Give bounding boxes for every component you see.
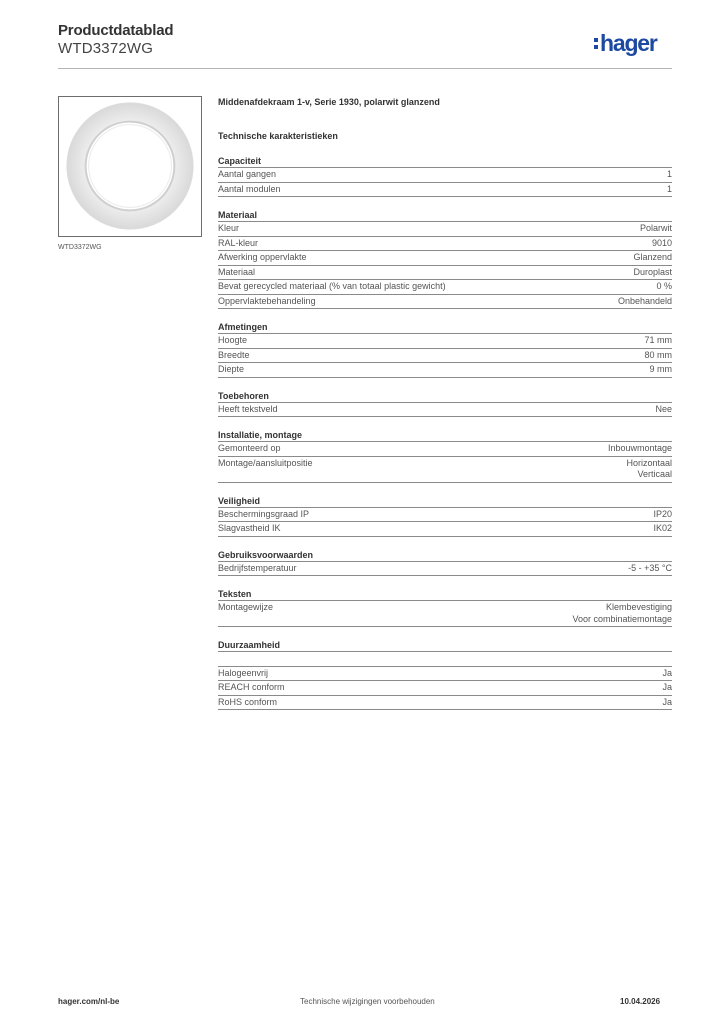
- spec-section: [218, 494, 672, 537]
- spec-value: 9010: [651, 237, 672, 248]
- spec-label: Diepte: [218, 364, 245, 374]
- spec-label: Breedte: [218, 349, 250, 360]
- section-title: Afmetingen: [218, 320, 672, 334]
- spec-values: [662, 682, 672, 694]
- spec-label: Afwerking oppervlakte: [218, 252, 307, 262]
- spec-value: 1: [666, 169, 672, 179]
- spec-value: 0 %: [656, 281, 672, 291]
- spec-value: Polarwit: [639, 223, 672, 233]
- spec-values: [644, 350, 672, 362]
- section-title: Duurzaamheid: [218, 638, 672, 652]
- spec-value: 71 mm: [644, 335, 672, 345]
- spec-row: [218, 280, 672, 295]
- spec-section: [218, 428, 672, 483]
- section-title: Teksten: [218, 587, 672, 601]
- hager-logo: [594, 30, 657, 56]
- spec-values: [662, 697, 672, 709]
- spec-values: [656, 281, 672, 293]
- spec-value: Inbouwmontage: [607, 443, 672, 453]
- spec-label: Oppervlaktebehandeling: [218, 295, 316, 306]
- spec-label: Gemonteerd op: [218, 443, 281, 453]
- spec-values: [633, 267, 672, 279]
- product-image: [58, 96, 202, 237]
- spec-values: [628, 563, 672, 575]
- spec-values: [655, 404, 672, 416]
- spec-row: [218, 349, 672, 364]
- spec-label: RAL-kleur: [218, 237, 259, 248]
- section-title: Toebehoren: [218, 389, 672, 403]
- spec-label: Bedrijfstemperatuur: [218, 562, 297, 573]
- spec-value: IK02: [653, 523, 672, 533]
- spec-values: [653, 523, 672, 535]
- spec-section: [218, 638, 672, 710]
- spec-section: [218, 587, 672, 627]
- product-code: WTD3372WG: [58, 40, 154, 57]
- spec-row: [218, 266, 672, 281]
- spec-row: [218, 168, 672, 183]
- spec-section: [218, 548, 672, 577]
- spec-section: [218, 154, 672, 197]
- technical-characteristics-title: Technische karakteristieken: [218, 131, 338, 141]
- logo-text: hager: [600, 29, 657, 56]
- footer-website: hager.com/nl-be: [58, 997, 120, 1006]
- section-title: Gebruiksvoorwaarden: [218, 548, 672, 562]
- spec-values: [667, 169, 672, 181]
- spec-values: [650, 364, 673, 376]
- spec-label: Hoogte: [218, 335, 248, 345]
- header-divider: [58, 68, 672, 69]
- spec-values: [572, 602, 672, 625]
- spec-label: Montagewijze: [218, 602, 274, 612]
- spec-value: Voor combinatiemontage: [572, 613, 672, 624]
- spec-label: Montage/aansluitpositie: [218, 457, 313, 468]
- product-description: Middenafdekraam 1-v, Serie 1930, polarwit glanzend: [218, 97, 440, 107]
- section-title: Capaciteit: [218, 154, 672, 168]
- spec-values: [644, 335, 672, 347]
- spec-value: 1: [666, 183, 672, 194]
- section-title: Installatie, montage: [218, 428, 672, 442]
- spec-section: [218, 208, 672, 309]
- spec-section: [218, 389, 672, 418]
- spec-row: [218, 183, 672, 198]
- spec-row: [218, 508, 672, 523]
- section-title: Veiligheid: [218, 494, 672, 508]
- frame-ring-image: [59, 97, 201, 236]
- spec-value: Klembevestiging: [605, 602, 672, 612]
- spec-value: Horizontaal: [626, 457, 672, 468]
- section-title: Materiaal: [218, 208, 672, 222]
- spec-row: [218, 457, 672, 483]
- spec-label: RoHS conform: [218, 696, 278, 707]
- spec-row: [218, 295, 672, 310]
- spec-label: Heeft tekstveld: [218, 403, 278, 414]
- spec-values: [626, 458, 672, 481]
- spec-values: [653, 509, 672, 521]
- spec-label: Aantal gangen: [218, 169, 277, 179]
- spec-label: Kleur: [218, 223, 240, 233]
- spec-sections: [218, 154, 672, 710]
- spec-section: [218, 320, 672, 378]
- spec-value: Verticaal: [637, 469, 672, 479]
- spec-value: Ja: [662, 682, 672, 692]
- spec-row: [218, 667, 672, 682]
- document-title: Productdatablad: [58, 22, 174, 39]
- spec-label: Materiaal: [218, 266, 256, 277]
- spec-row-empty: [218, 652, 672, 667]
- spec-value: Glanzend: [633, 252, 672, 262]
- spec-label: Slagvastheid IK: [218, 523, 281, 533]
- spec-row: [218, 222, 672, 237]
- spec-label: Beschermingsgraad IP: [218, 508, 310, 519]
- spec-row: [218, 442, 672, 457]
- spec-row: [218, 251, 672, 266]
- spec-label: Halogeenvrij: [218, 667, 269, 678]
- spec-row: [218, 334, 672, 349]
- spec-row: [218, 562, 672, 577]
- logo-colon-mark: [594, 38, 598, 49]
- spec-values: [633, 252, 672, 264]
- spec-values: [618, 296, 672, 308]
- footer-notice: Technische wijzigingen voorbehouden: [300, 997, 435, 1006]
- spec-value: Duroplast: [633, 266, 672, 277]
- spec-label: REACH conform: [218, 682, 285, 692]
- spec-label: Bevat gerecycled materiaal (% van totaal plastic gewicht): [218, 281, 446, 291]
- product-image-caption: WTD3372WG: [58, 244, 102, 251]
- spec-label: Aantal modulen: [218, 183, 281, 194]
- spec-value: 9 mm: [649, 364, 672, 374]
- spec-value: Ja: [662, 667, 672, 678]
- spec-row: [218, 237, 672, 252]
- spec-value: Onbehandeld: [617, 295, 672, 306]
- footer-date: 10.04.2026: [620, 997, 661, 1006]
- spec-values: [608, 443, 672, 455]
- spec-row: [218, 522, 672, 537]
- spec-value: 80 mm: [644, 349, 672, 360]
- spec-row: [218, 601, 672, 627]
- spec-row: [218, 363, 672, 378]
- spec-value: Nee: [655, 403, 672, 414]
- spec-row: [218, 696, 672, 711]
- datasheet-content: [218, 95, 672, 710]
- spec-value: -5 - +35 °C: [628, 562, 672, 573]
- spec-value: IP20: [653, 508, 672, 519]
- spec-row: [218, 403, 672, 418]
- spec-row: [218, 681, 672, 696]
- spec-values: [640, 223, 672, 235]
- spec-values: [662, 668, 672, 680]
- spec-value: Ja: [662, 696, 672, 707]
- spec-values: [652, 238, 672, 250]
- spec-values: [667, 184, 672, 196]
